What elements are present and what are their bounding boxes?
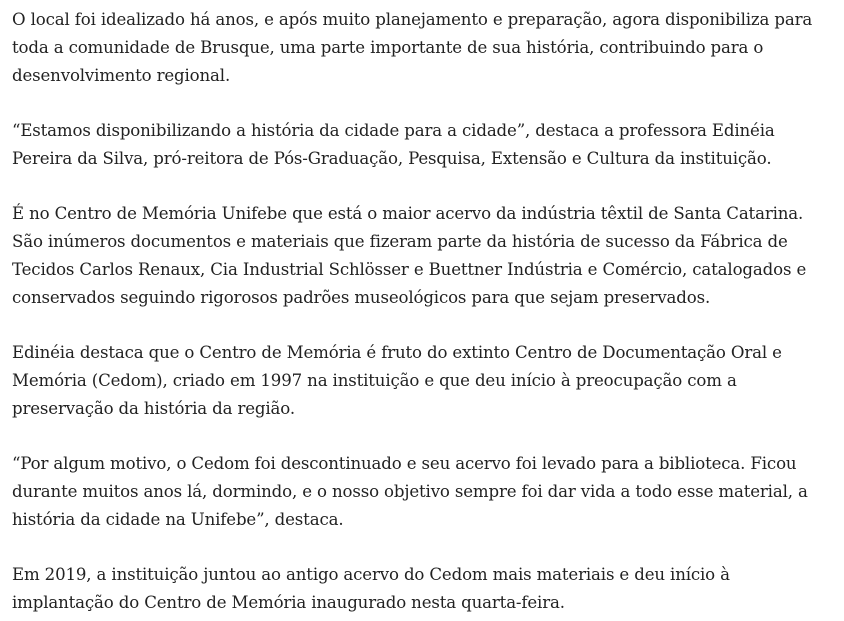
article-paragraph-6: Em 2019, a instituição juntou ao antigo acervo do Cedom mais materiais e deu início à implantação do Centro de Memória inaugurado nesta quarta-feira. [12,565,730,612]
article-paragraph-4: Edinéia destaca que o Centro de Memória é fruto do extinto Centro de Documentação Oral e Memória (Cedom), criado em 1997 na instituição e que deu início à preocupação com a preservação da história da região. [12,343,782,418]
article-paragraph-1: O local foi idealizado há anos, e após muito planejamento e preparação, agora disponibiliza para toda a comunidade de Brusque, uma parte importante de sua história, contribuindo para o desenvolvimento regional. [12,10,813,85]
article-paragraph-3: É no Centro de Memória Unifebe que está o maior acervo da indústria têxtil de Santa Catarina. São inúmeros documentos e materiais que fizeram parte da história de sucesso da Fábrica de Tecidos Carlos Renaux, Cia Industrial Schlösser e Buettner Indústria e Comércio, catalogados e conservados seguindo rigorosos padrões museológicos para que sejam preservados. [12,204,807,307]
article-paragraph-2: “Estamos disponibilizando a história da cidade para a cidade”, destaca a professora Edinéia Pereira da Silva, pró-reitora de Pós-Graduação, Pesquisa, Extensão e Cultura da instituição. [12,121,775,168]
article-paragraph-5: “Por algum motivo, o Cedom foi descontinuado e seu acervo foi levado para a biblioteca. Ficou durante muitos anos lá, dormindo, e o nosso objetivo sempre foi dar vida a todo esse material, a história da cidade na Unifebe”, destaca. [12,454,808,529]
